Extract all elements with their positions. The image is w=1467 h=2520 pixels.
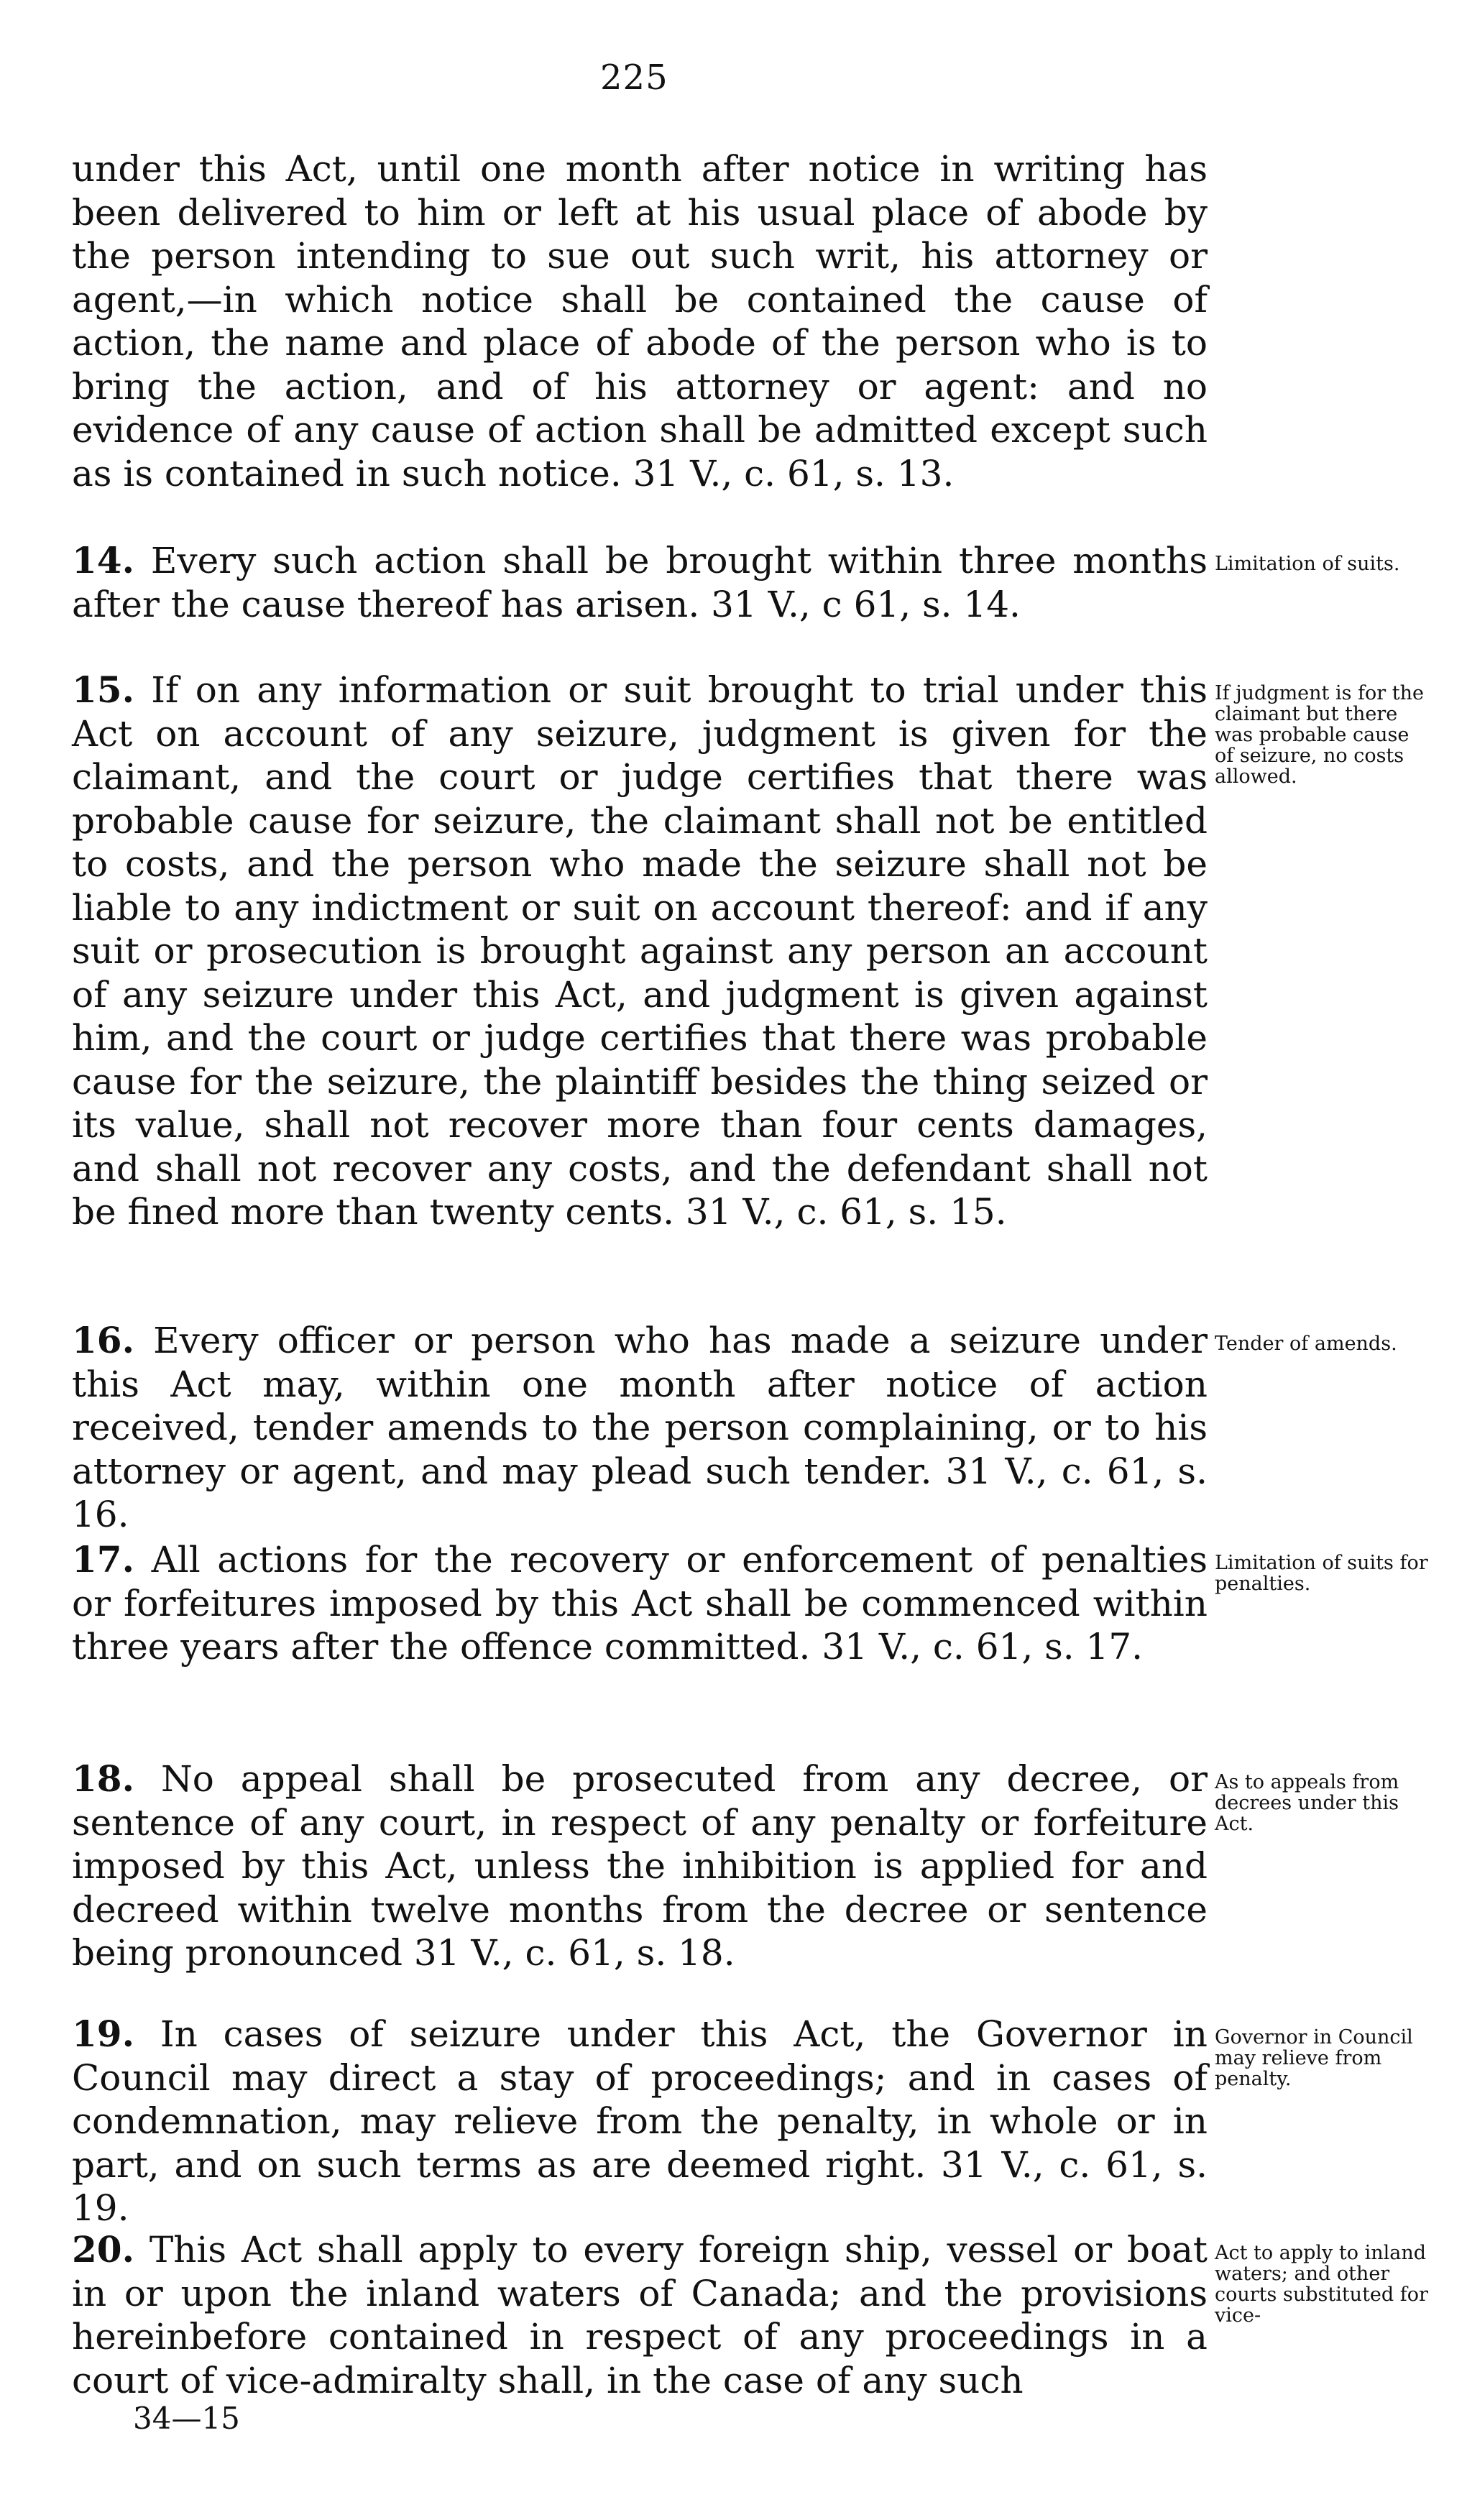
section-number: 17. [72,1538,134,1581]
margin-note-17: Limitation of suits for penalties. [1215,1552,1428,1595]
section-text: Every officer or person who has made a seizure under this Act may, within one month after notice of action received, tender amends to the person complaining, or to his attorney or agent, and may plead such tender. 31 V., c. 61, s. 16. [72,1320,1208,1535]
section-number: 18. [72,1757,134,1800]
section-text: Every such action shall be brought within three months after the cause thereof has arisen. 31 V., c 61, s. 14. [72,540,1208,625]
section-number: 19. [72,2013,134,2055]
signature-mark: 34—15 [133,2401,240,2436]
margin-note-15: If judgment is for the claimant but there was probable cause of seizure, no costs allowed. [1215,682,1425,788]
margin-note-19: Governor in Council may relieve from penalty. [1215,2026,1413,2090]
section-text: If on any information or suit brought to trial under this Act on account of any seizure, judgment is given for the claimant, and the court or judge certifies that there was probable cause for seizure, the claimant shall not be entitled to costs, and the person who made the seizure shall not be liable to any indictment or suit on account thereof: and if any suit or prosecution is brought against any person an account of any seizure under this Act, and judgment is given against him, and the court or judge certifies that there was probable cause for the seizure, the plaintiff besides the thing seized or its value, shall not recover more than four cents damages, and shall not recover any costs, and the defendant shall not be fined more than twenty cents. 31 V., c. 61, s. 15. [72,669,1208,1233]
section-text: This Act shall apply to every foreign ship, vessel or boat in or upon the inland waters of Canada; and the provisions hereinbefore contained in respect of any proceedings in a court of vice-admiralty shall, in the case of any such [72,2229,1208,2401]
margin-note-14: Limitation of suits. [1215,553,1400,575]
margin-note-20: Act to apply to inland waters; and other courts substituted for vice- [1215,2242,1428,2327]
margin-note-16: Tender of amends. [1215,1333,1397,1355]
continuation-paragraph: under this Act, until one month after notice in writing has been delivered to him or left at his usual place of abode by the person intending to sue out such writ, his attorney or agent,—in which notice shall be contained the cause of action, the name and place of abode of the person who is to bring the action, and of his attorney or agent: and no evidence of any cause of action shall be admitted except such as is contained in such notice. 31 V., c. 61, s. 13. [72,148,1208,495]
section-text: No appeal shall be prosecuted from any decree, or sentence of any court, in respect of any penalty or forfeiture imposed by this Act, unless the inhibition is applied for and decreed within twelve months from the decree or sentence being pronounced 31 V., c. 61, s. 18. [72,1758,1208,1974]
page-number: 225 [600,58,668,98]
section-number: 16. [72,1319,134,1361]
section-text: In cases of seizure under this Act, the Governor in Council may direct a stay of proceedings; and in cases of condemnation, may relieve from the penalty, in whole or in part, and on such terms as are deemed right. 31 V., c. 61, s. 19. [72,2013,1208,2229]
section-16 [72,1319,1208,1537]
section-number: 20. [72,2228,134,2271]
section-number: 15. [72,668,134,711]
section-19 [72,2013,1208,2230]
section-17 [72,1538,1208,1669]
section-15 [72,668,1208,1234]
section-14 [72,539,1208,626]
section-text: All actions for the recovery or enforcement of penalties or forfeitures imposed by this Act shall be commenced within three years after the offence committed. 31 V., c. 61, s. 17. [72,1539,1208,1668]
section-number: 14. [72,539,134,581]
section-20 [72,2228,1208,2402]
section-18 [72,1757,1208,1975]
margin-note-18: As to appeals from decrees under this Act. [1215,1771,1399,1835]
